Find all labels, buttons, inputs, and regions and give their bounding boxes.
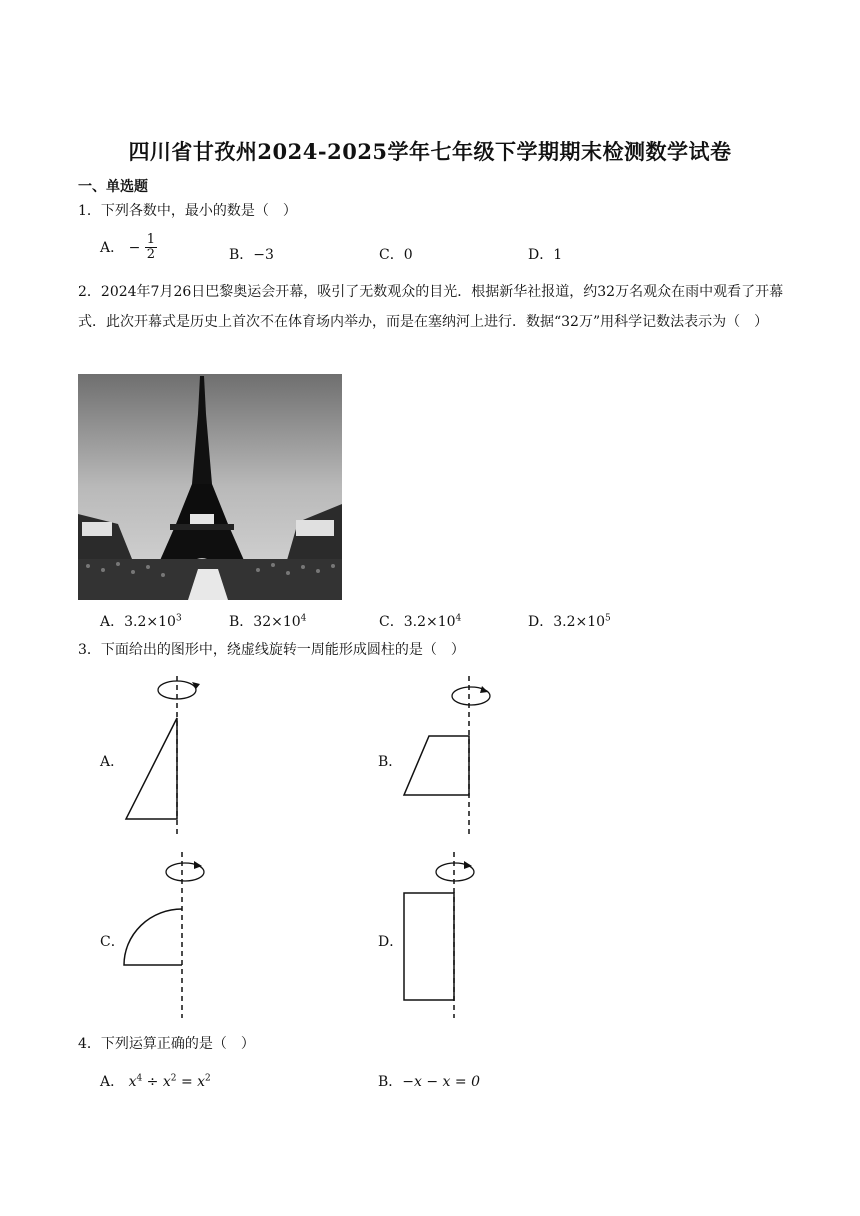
q2-option-a-base: 3.2×10 (124, 614, 176, 630)
q4-option-a (100, 1071, 211, 1091)
q4-a-op: ÷ (142, 1074, 163, 1090)
q1-option-d: D．1 (528, 247, 563, 263)
q2-option-c (379, 611, 461, 631)
q4-a-exp-3: 2 (205, 1073, 211, 1084)
q3-option-d-label: D． (378, 934, 404, 950)
q3-figure-a-triangle (118, 676, 208, 836)
q4-option-a-label: A． (100, 1074, 125, 1090)
q2-option-c-exponent: 4 (455, 613, 462, 624)
page-title: 四川省甘孜州2024-2025学年七年级下学期期末检测数学试卷 (128, 139, 732, 164)
q1-option-c: C．0 (379, 247, 413, 263)
q4-a-var-1: x (128, 1074, 137, 1090)
q4-option-b-expression: −x − x = 0 (402, 1074, 480, 1090)
q4-a-eq: = (176, 1074, 198, 1090)
q2-option-a (100, 611, 182, 631)
q1-option-a-fraction (145, 233, 157, 263)
q1-option-a (100, 233, 157, 263)
q3-option-b-label: B． (378, 754, 403, 770)
q1-option-a-sign: − (128, 239, 141, 256)
q2-option-b (229, 611, 306, 631)
q2-option-d-exponent: 5 (605, 613, 611, 624)
fraction-denominator: 2 (146, 247, 156, 263)
q2-option-a-exponent: 3 (175, 613, 182, 624)
q4-a-var-3: x (197, 1074, 206, 1090)
q4-a-var-2: x (162, 1074, 171, 1090)
section-heading: 一、单选题 (78, 179, 148, 195)
eiffel-tower-photo (78, 374, 342, 600)
q4-option-b-label: B． (378, 1074, 403, 1090)
q2-option-b-base: 32×10 (253, 614, 301, 630)
question-1-stem: 1．下列各数中，最小的数是（ ） (78, 203, 297, 219)
q1-option-a-label: A． (100, 239, 125, 256)
q2-option-b-label: B． (229, 614, 254, 630)
q3-option-c-label: C． (100, 934, 125, 950)
question-3-stem: 3．下面给出的图形中，绕虚线旋转一周能形成圆柱的是（ ） (78, 642, 465, 658)
q2-option-c-label: C． (379, 614, 404, 630)
question-4-stem: 4．下列运算正确的是（ ） (78, 1036, 255, 1052)
q1-option-b: B．−3 (229, 247, 274, 263)
q2-option-d-label: D． (528, 614, 554, 630)
q3-option-a-label: A． (100, 754, 125, 770)
q4-a-exp-1: 4 (136, 1073, 143, 1084)
q4-option-b (378, 1071, 480, 1091)
q2-option-c-base: 3.2×10 (403, 614, 456, 630)
question-2-stem: 2．2024年7月26日巴黎奥运会开幕，吸引了无数观众的目光．根据新华社报道，约32万名观众在雨中观看了开幕式．此次开幕式是历史上首次不在体育场内举办，而是在塞纳河上进行．数据“32万”用科学记数法表示为（ ） (78, 284, 784, 330)
q2-option-d (528, 611, 611, 631)
q3-figure-d-rectangle (396, 852, 496, 1018)
fraction-numerator: 1 (146, 232, 156, 247)
q2-option-b-exponent: 4 (300, 613, 307, 624)
q3-figure-c-quarter-circle (118, 852, 218, 1018)
q2-option-a-label: A． (100, 614, 125, 630)
q3-figure-b-trapezoid (396, 676, 506, 836)
q2-option-d-base: 3.2×10 (553, 614, 606, 630)
q4-a-exp-2: 2 (170, 1073, 177, 1084)
